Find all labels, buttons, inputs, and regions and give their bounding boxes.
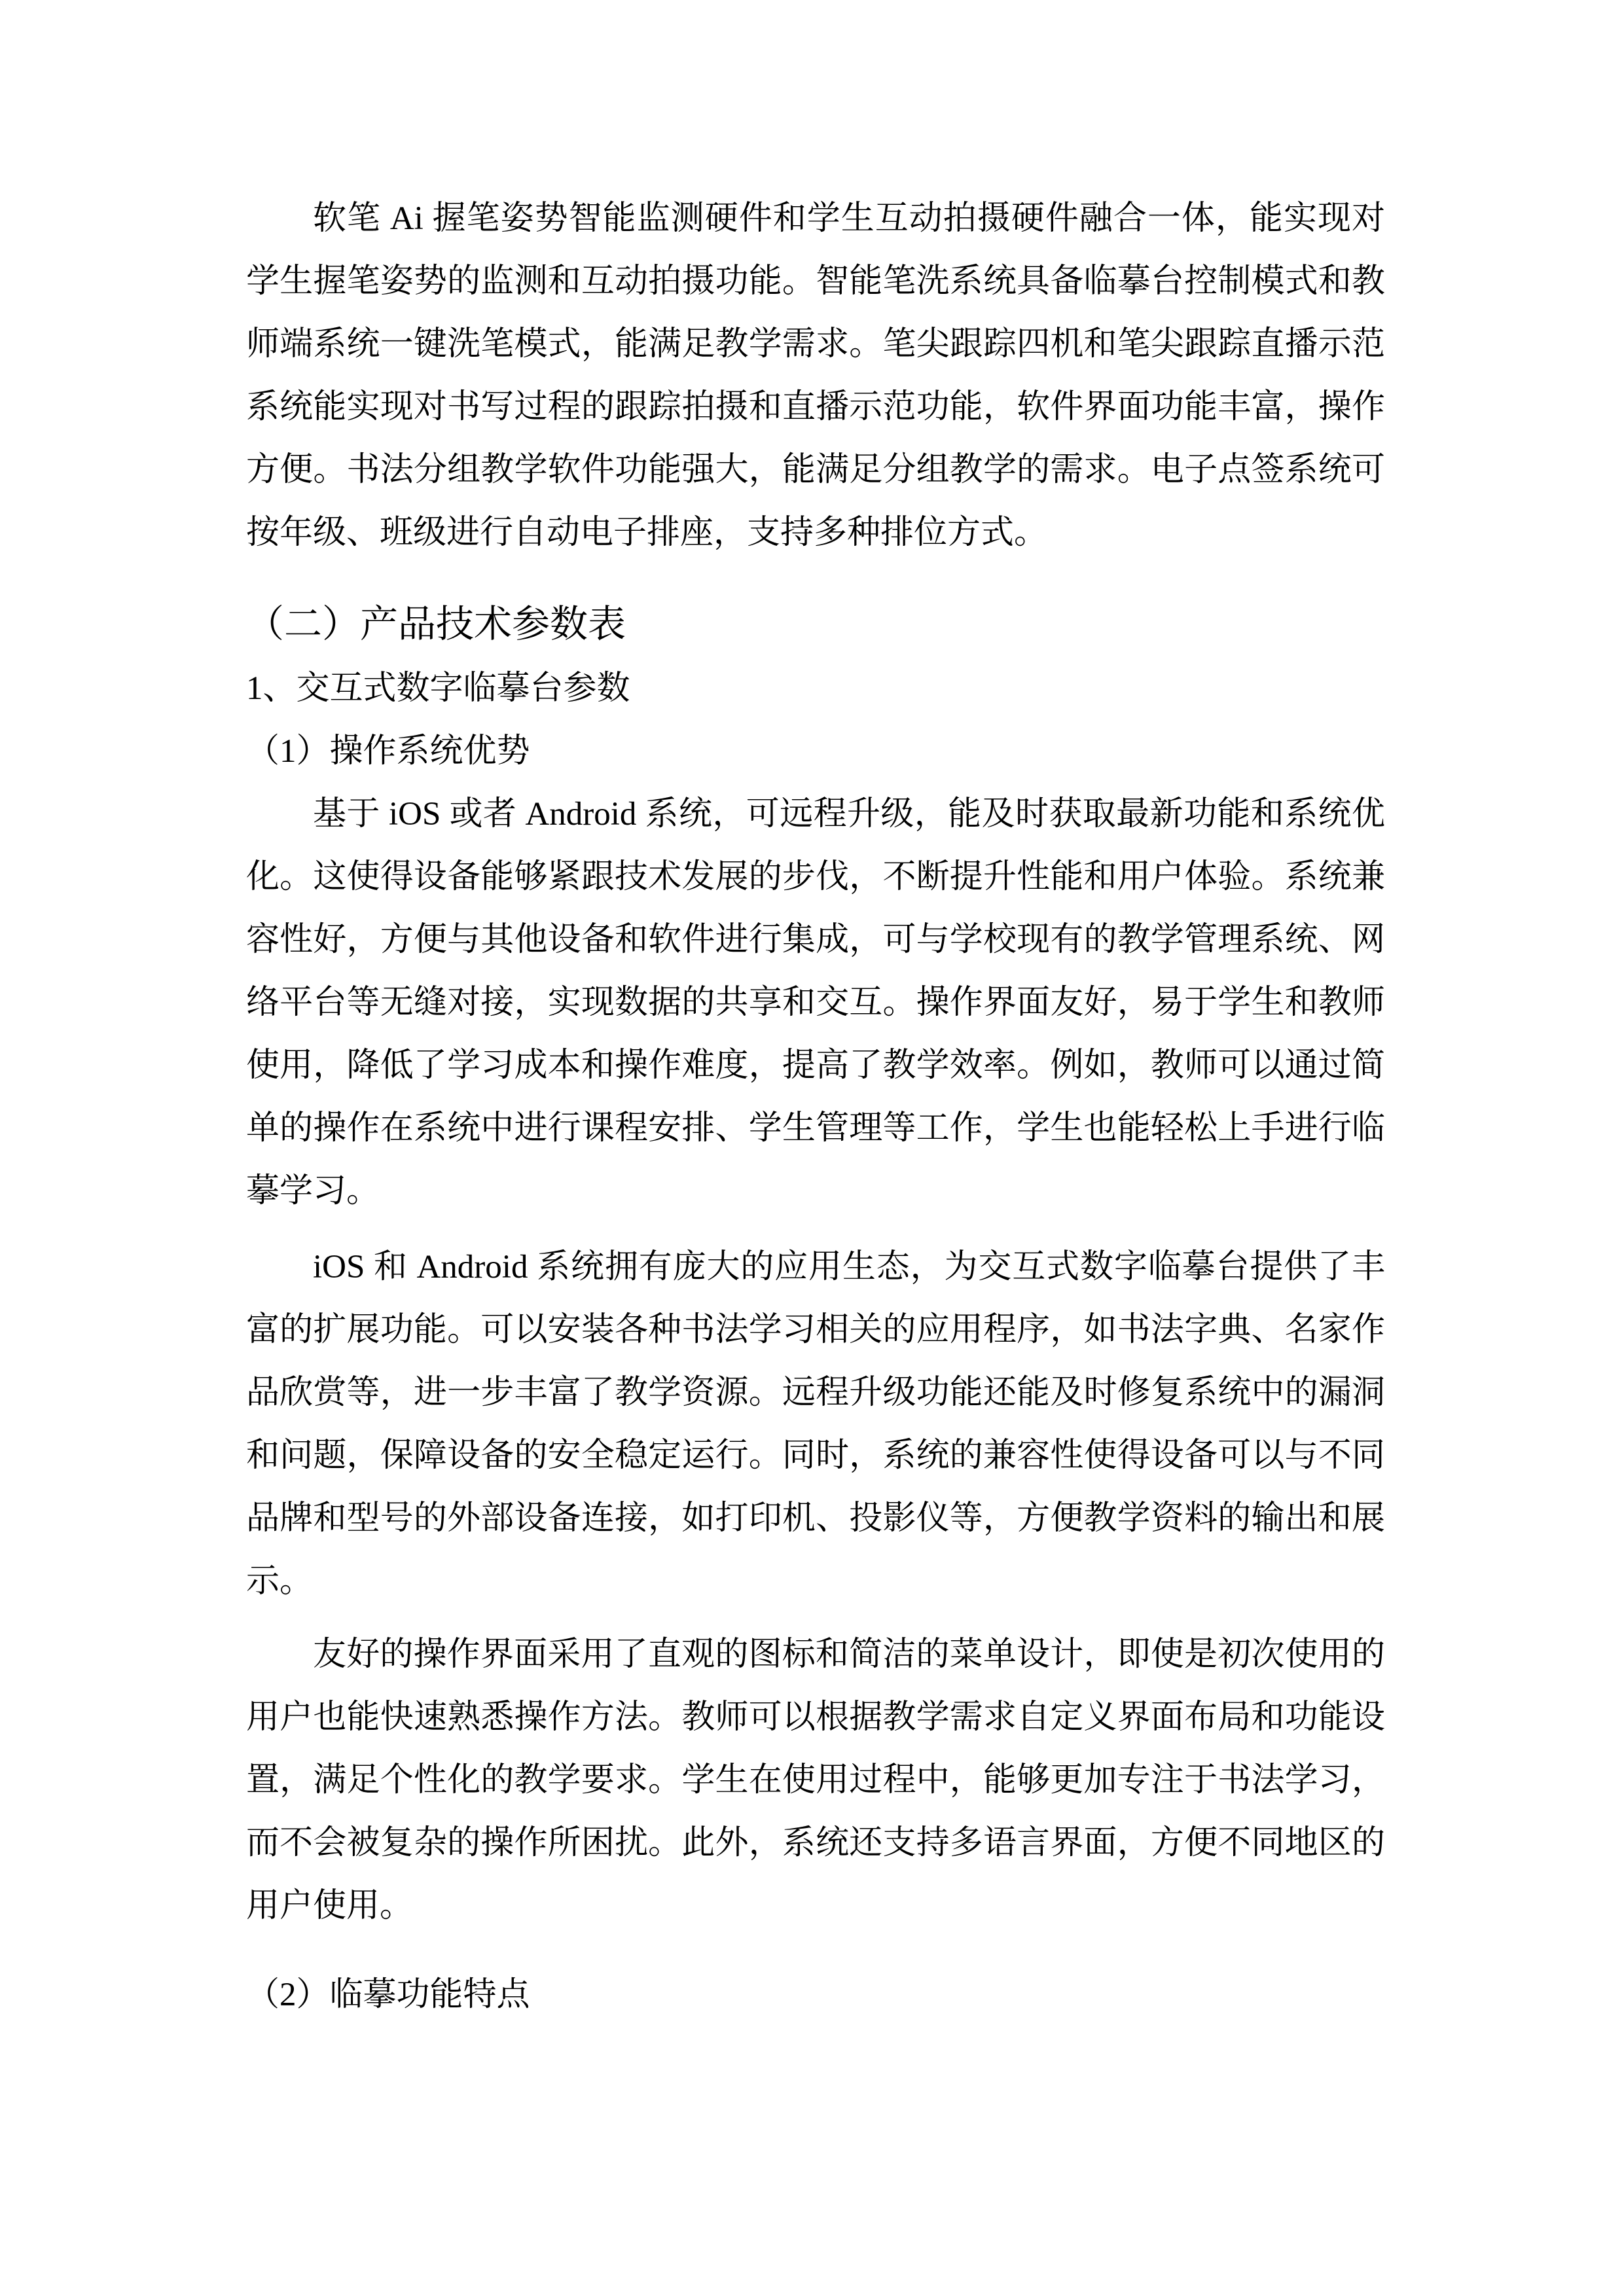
sub-item-title-copy-function-features: （2）临摹功能特点 [246, 1977, 530, 2013]
body-paragraph-os-upgrade: 基于 iOS 或者 Android 系统，可远程升级，能及时获取最新功能和系统优化。这使得设备能够紧跟技术发展的步伐，不断提升性能和用户体验。系统兼容性好，方便与其他设备和软件进行集成，可与学校现有的教学管理系统、网络平台等无缝对接，实现数据的共享和交互。操作界面友好，易于学生和教师使用，降低了学习成本和操作难度，提高了教学效率。例如，教师可以通过简单的操作在系统中进行课程安排、学生管理等工作，学生也能轻松上手进行临摹学习。 [246, 796, 1385, 1210]
body-paragraph-friendly-ui: 友好的操作界面采用了直观的图标和简洁的菜单设计，即使是初次使用的用户也能快速熟悉操作方法。教师可以根据教学需求自定义界面布局和功能设置，满足个性化的教学要求。学生在使用过程中，能够更加专注于书法学习，而不会被复杂的操作所困扰。此外，系统还支持多语言界面，方便不同地区的用户使用。 [246, 1636, 1385, 1924]
body-paragraph-app-ecosystem: iOS 和 Android 系统拥有庞大的应用生态，为交互式数字临摹台提供了丰富的扩展功能。可以安装各种书法学习相关的应用程序，如书法字典、名家作品欣赏等，进一步丰富了教学资源。远程升级功能还能及时修复系统中的漏洞和问题，保障设备的安全稳定运行。同时，系统的兼容性使得设备可以与不同品牌和型号的外部设备连接，如打印机、投影仪等，方便教学资料的输出和展示。 [246, 1249, 1385, 1600]
body-paragraph-intro: 软笔 Ai 握笔姿势智能监测硬件和学生互动拍摄硬件融合一体，能实现对学生握笔姿势的监测和互动拍摄功能。智能笔洗系统具备临摹台控制模式和教师端系统一键洗笔模式，能满足教学需求。笔尖跟踪四机和笔尖跟踪直播示范系统能实现对书写过程的跟踪拍摄和直播示范功能，软件界面功能丰富，操作方便。书法分组教学软件功能强大，能满足分组教学的需求。电子点签系统可按年级、班级进行自动电子排座，支持多种排位方式。 [246, 200, 1385, 551]
numbered-title-interactive-copy-table: 1、交互式数字临摹台参数 [246, 670, 630, 707]
sub-item-title-os-advantages: （1）操作系统优势 [246, 733, 530, 770]
section-heading-product-parameters: （二）产品技术参数表 [246, 603, 626, 645]
page-content [246, 187, 1385, 2026]
